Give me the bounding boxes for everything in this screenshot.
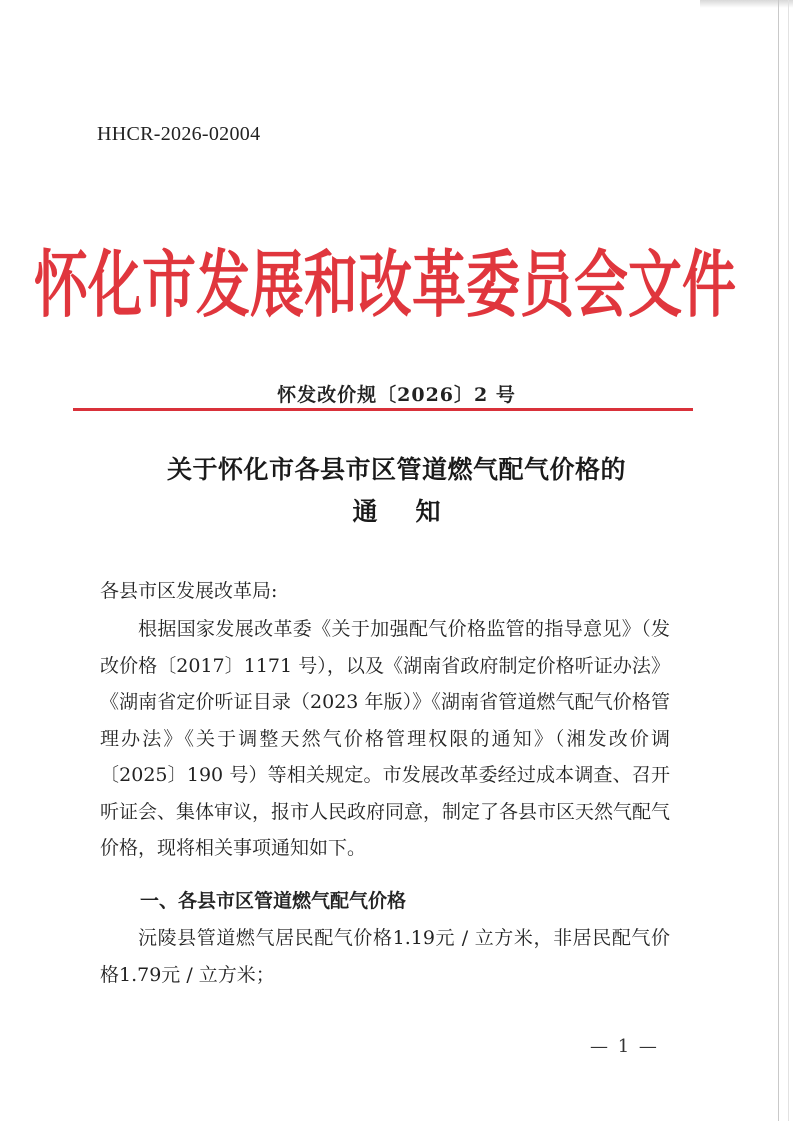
page-number: — 1 — (590, 1036, 659, 1057)
section-heading-1: 一、各县市区管道燃气配气价格 (140, 890, 407, 912)
red-divider-rule (73, 408, 693, 411)
scan-edge-right (778, 0, 779, 1121)
document-id: HHCR-2026-02004 (97, 123, 261, 145)
scan-edge-right-outer (788, 0, 789, 1121)
salutation: 各县市区发展改革局: (100, 580, 278, 602)
body-paragraph-1: 根据国家发展改革委《关于加强配气价格监管的指导意见》（发改价格〔2017〕1171 号），以及《湖南省政府制定价格听证办法》《湖南省定价听证目录（2023 年版）》《湖南省管道燃气配气价格管理办法》《关于调整天然气价格管理权限的通知》（湘发改价调〔2025〕190 号）等相关规定。市发展改革委经过成本调查、召开听证会、集体审议，报市人民政府同意，制定了各县市区天然气配气价格，现将相关事项通知如下。 (100, 618, 671, 859)
body-paragraph-2: 沅陵县管道燃气居民配气价格1.19元 / 立方米，非居民配气价格1.79元 / 立方米； (100, 927, 670, 986)
notice-title-line1: 关于怀化市各县市区管道燃气配气价格的 (166, 455, 626, 484)
masthead-title: 怀化市发展和改革委员会文件 (34, 241, 736, 327)
document-number: 怀发改价规〔2026〕2 号 (277, 384, 516, 406)
scan-edge-top (700, 0, 793, 8)
notice-title-line2: 通知 (352, 497, 479, 526)
